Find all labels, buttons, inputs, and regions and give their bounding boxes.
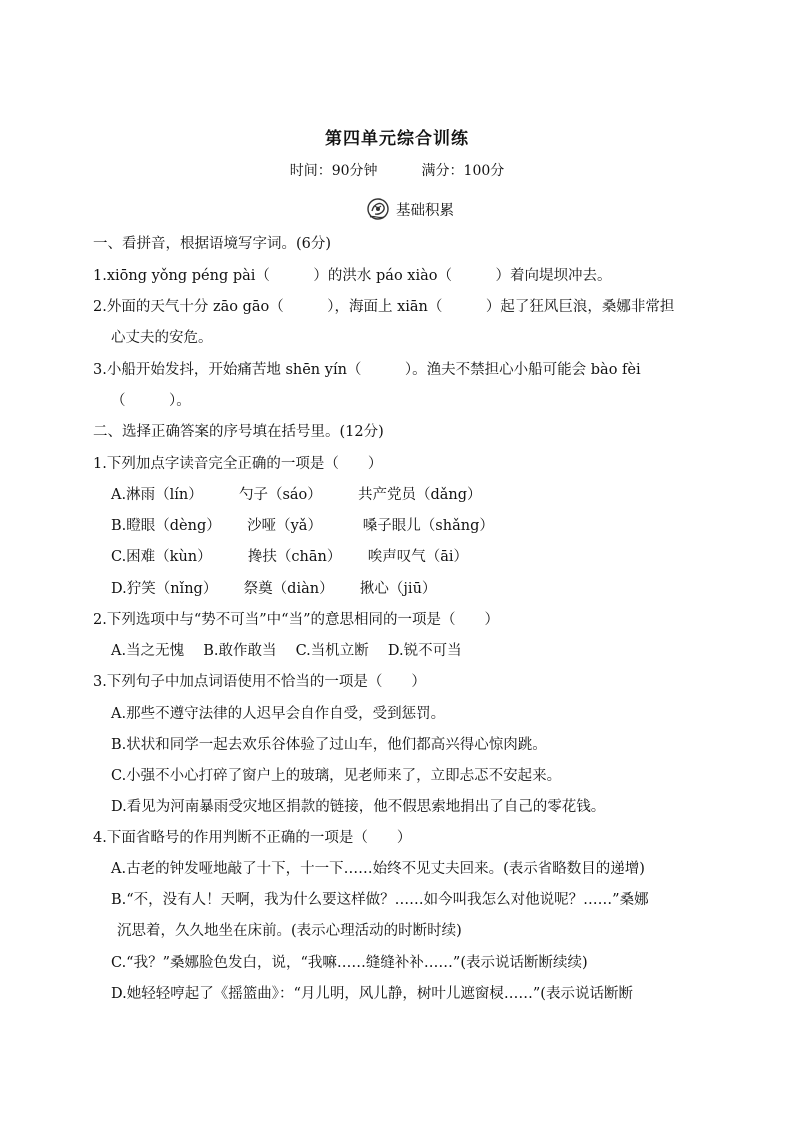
text-line-q2-4A: A.古老的钟发哑地敲了十下，十一下……始终不见丈夫回来。(表示省略数目的递增) xyxy=(111,861,645,877)
text-line-q2-4Ba: B.“不，没有人！天啊，我为什么要这样做？……如今叫我怎么对他说呢？……”桑娜 xyxy=(111,892,649,908)
page-title: 第四单元综合训练 xyxy=(325,129,469,149)
text-line-q2-1: 1.下列加点字读音完全正确的一项是（ ） xyxy=(93,456,383,472)
text-line-q1-2b: 心丈夫的安危。 xyxy=(111,330,213,346)
flower-emblem-icon xyxy=(366,197,394,221)
section-banner xyxy=(366,196,454,222)
text-line-q1-3a: 3.小船开始发抖，开始痛苦地 shēn yín（ ）。渔夫不禁担心小船可能会 bào fèi xyxy=(93,362,641,378)
banner-label: 基础积累 xyxy=(396,202,454,219)
text-line-q2-2: 2.下列选项中与“势不可当”中“当”的意思相同的一项是（ ） xyxy=(93,612,499,628)
text-line-q2-3D: D.看见为河南暴雨受灾地区捐款的链接，他不假思索地捐出了自己的零花钱。 xyxy=(111,799,606,815)
text-line-q2-2opts: A.当之无愧 B.敢作敢当 C.当机立断 D.锐不可当 xyxy=(111,643,462,659)
exam-meta xyxy=(0,160,794,180)
text-line-q1-2a: 2.外面的天气十分 zāo gāo（ ），海面上 xiān（ ）起了狂风巨浪，桑娜非常担 xyxy=(93,299,675,315)
text-line-q1-3b: （ ）。 xyxy=(111,393,191,409)
full-score: 满分：100分 xyxy=(421,163,505,179)
text-line-q2-4: 4.下面省略号的作用判断不正确的一项是（ ） xyxy=(93,830,412,846)
text-line-s1: 一、看拼音，根据语境写字词。(6分) xyxy=(93,236,332,252)
text-line-q2-3B: B.状状和同学一起去欢乐谷体验了过山车，他们都高兴得心惊肉跳。 xyxy=(111,737,547,753)
text-line-q2-1D: D.狞笑（nǐng） 祭奠（diàn） 揪心（jiū） xyxy=(111,581,437,597)
text-line-q2-1A: A.淋雨（lín） 勺子（sáo） 共产党员（dǎng） xyxy=(111,487,482,503)
text-line-s2: 二、选择正确答案的序号填在括号里。(12分) xyxy=(93,424,384,440)
time-limit: 时间：90分钟 xyxy=(289,163,378,179)
text-line-q2-4C: C.“我？”桑娜脸色发白，说，“我嘛……缝缝补补……”(表示说话断断续续) xyxy=(111,955,588,971)
text-line-q1-1: 1.xiōng yǒng péng pài（ ）的洪水 páo xiào（ ）着向堤坝冲去。 xyxy=(93,268,612,284)
text-line-q2-1C: C.困难（kùn） 搀扶（chān） 唉声叹气（āi） xyxy=(111,549,468,565)
text-line-q2-4Bb: 沉思着，久久地坐在床前。(表示心理活动的时断时续) xyxy=(117,923,462,939)
text-line-q2-4D: D.她轻轻哼起了《摇篮曲》：“月儿明，风儿静，树叶儿遮窗棂……”(表示说话断断 xyxy=(111,986,633,1002)
text-line-q2-1B: B.瞪眼（dèng） 沙哑（yǎ） 嗓子眼儿（shǎng） xyxy=(111,518,494,534)
text-line-q2-3: 3.下列句子中加点词语使用不恰当的一项是（ ） xyxy=(93,674,426,690)
text-line-q2-3C: C.小强不小心打碎了窗户上的玻璃，见老师来了，立即忐忑不安起来。 xyxy=(111,768,562,784)
text-line-q2-3A: A.那些不遵守法律的人迟早会自作自受，受到惩罚。 xyxy=(111,706,446,722)
